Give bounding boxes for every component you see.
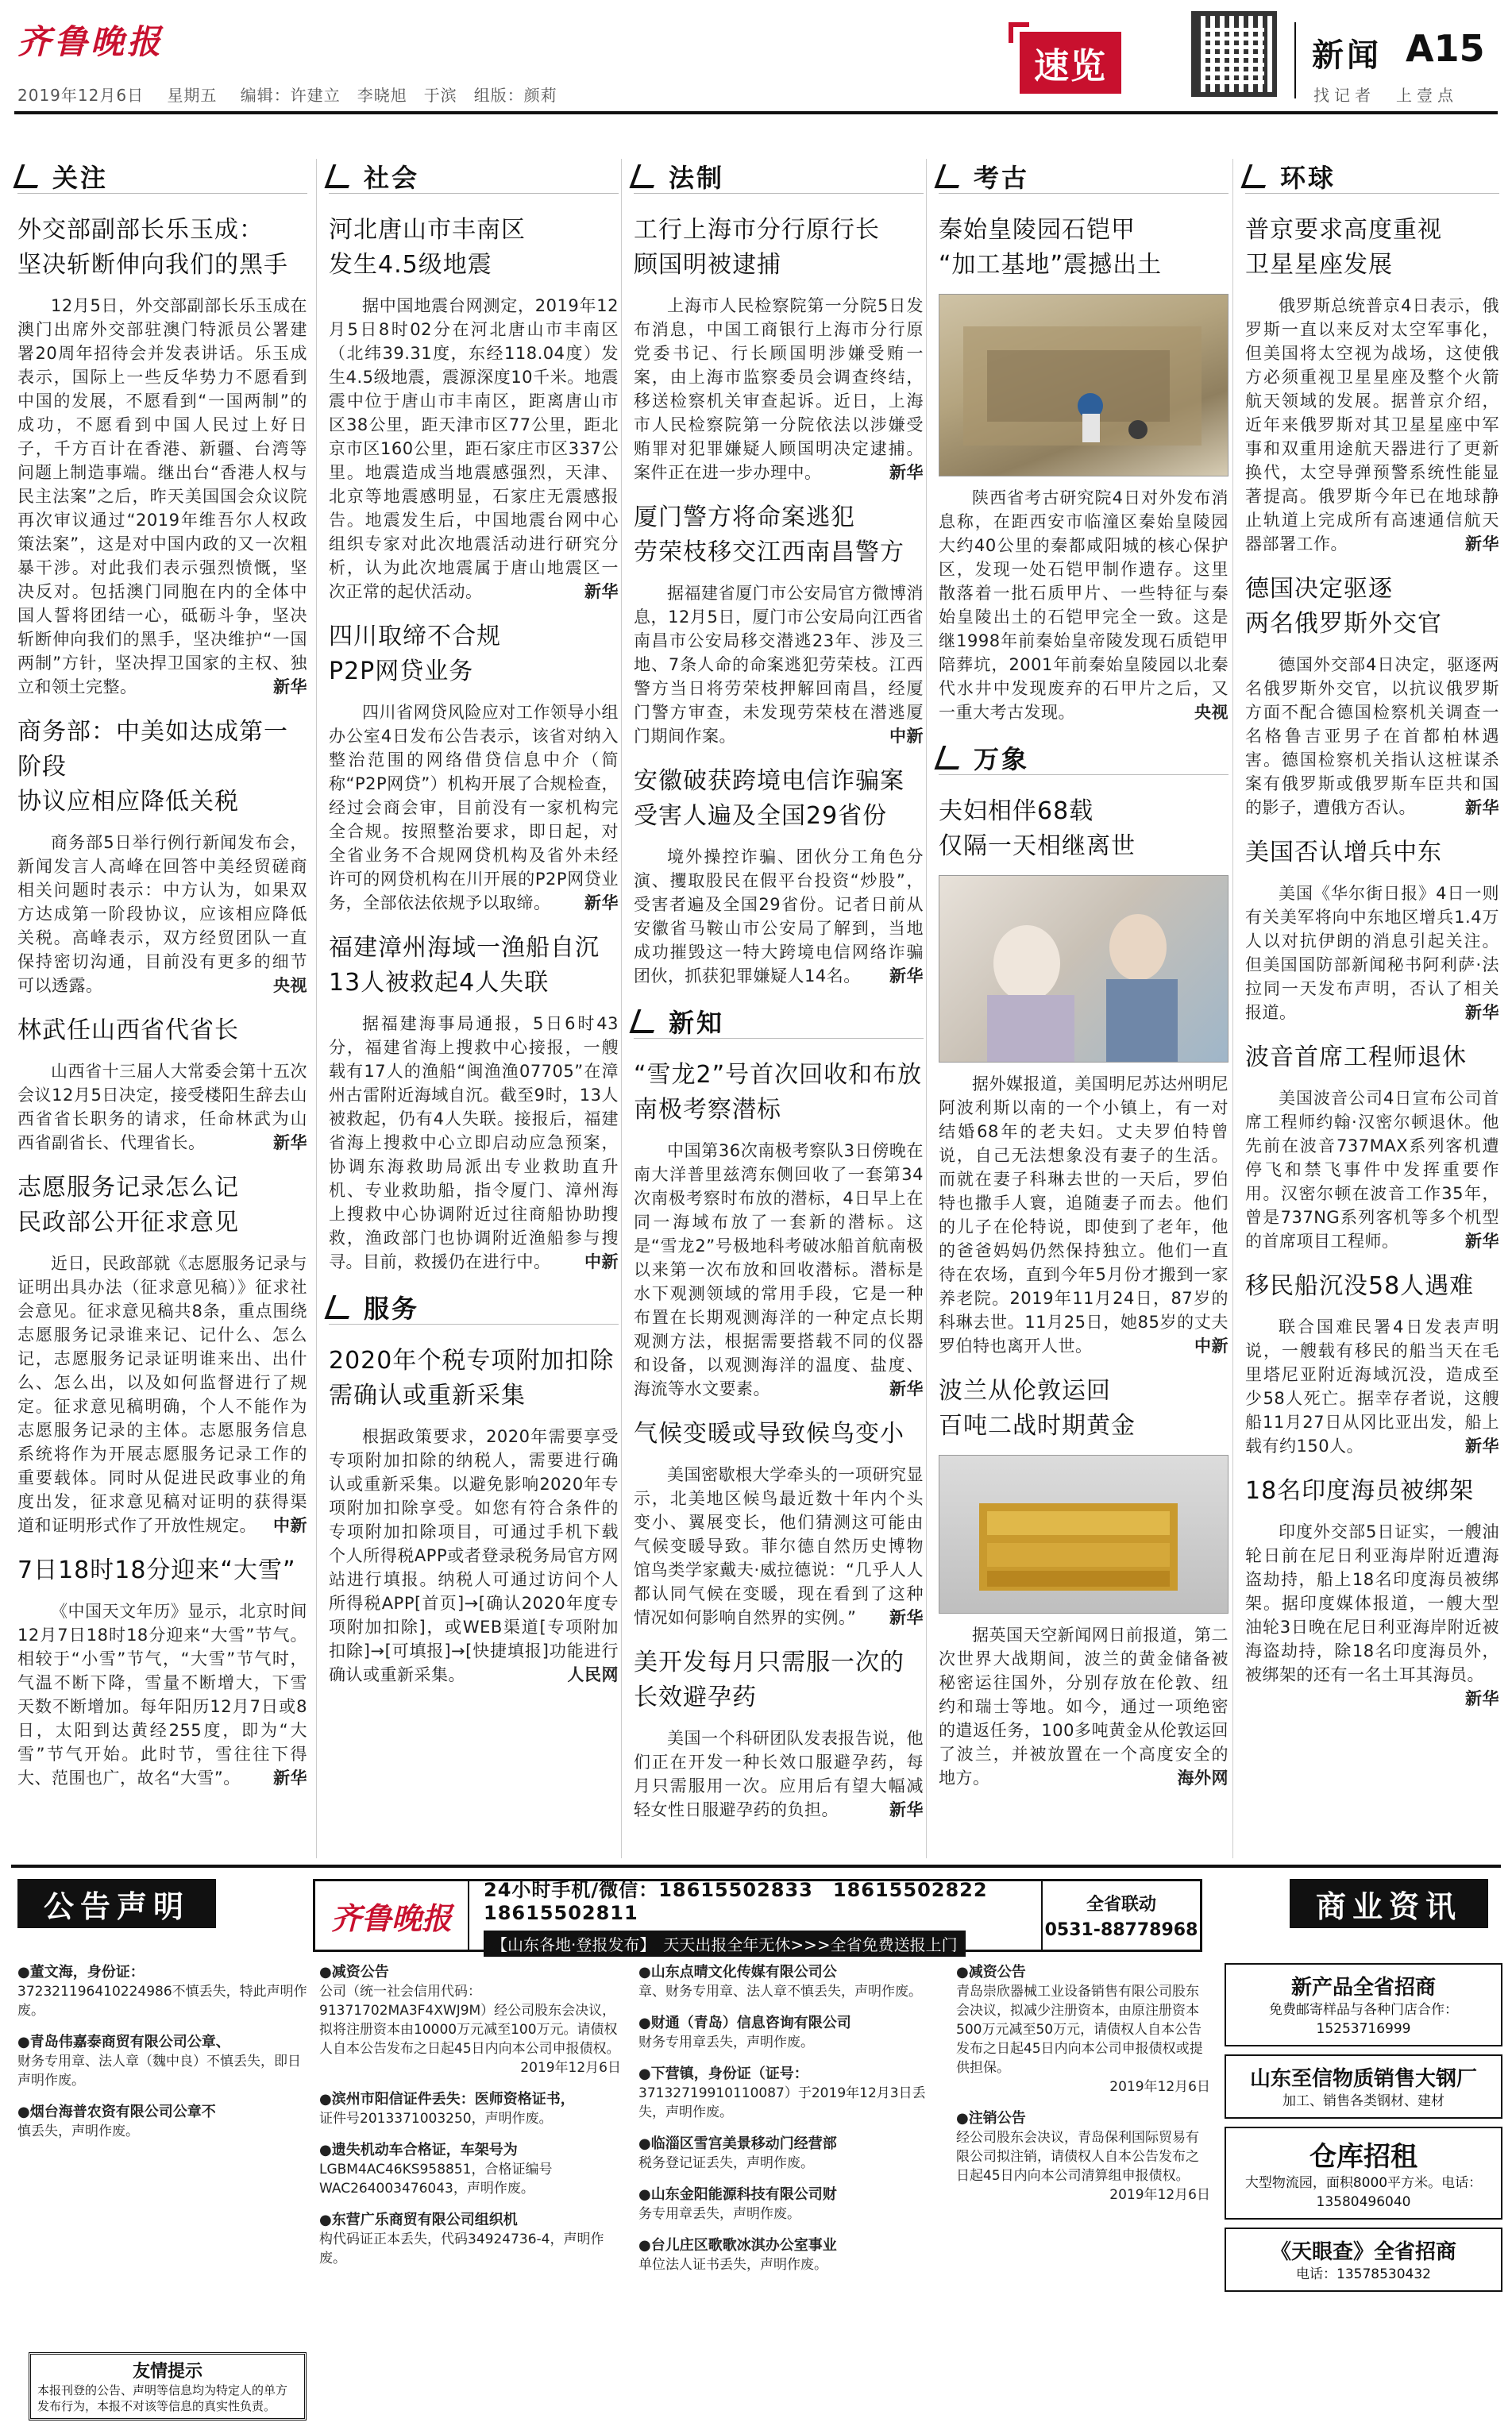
section-mark-icon — [935, 164, 967, 188]
banner-slogan: 【山东各地·登报发布】 天天出报全年无休>>>全省免费送报上门 — [484, 1931, 966, 1957]
article-title[interactable]: 德国决定驱逐 两名俄罗斯外交官 — [1245, 575, 1442, 638]
column-label: 关注 — [17, 159, 307, 194]
excavation-illustration — [939, 295, 1228, 476]
article-source: 中新 — [1194, 1337, 1228, 1356]
article[interactable] — [17, 213, 307, 699]
article-body: 《中国天文年历》显示，北京时间12月7日18时18分迎来“大雪”节气。相较于“小雪”节气，“大雪”节气时，气温不断下降，雪量不断增大，下雪天数不断增加。每年阳历12月7日或8日，太阳到达黄经255度，即为“大雪”节气开始。此时节，雪往往下得大、范围也广，故名“大雪”。 新华 — [17, 1599, 307, 1790]
notice-item: ●减资公告 青岛崇欣器械工业设备销售有限公司股东会决议，拟减少注册资本，由原注册资本500万元减至50万元，请债权人自本公告发布之日起45日内向本公司申报债权或提供担保。 2019年12月6日 — [956, 1964, 1210, 2095]
section-mark-icon — [14, 164, 46, 188]
issue-date: 2019年12月6日 — [17, 86, 145, 105]
column-shehui — [329, 159, 619, 1703]
article-body: 四川省网贷风险应对工作领导小组办公室4日发布公告表示，该省对纳入整治范围的网络借贷信息中介（简称“P2P网贷”）机构开展了合规检查，经过会商会审，目前没有一家机构完全合规。按照整治要求，即日起，对全省业务不合规网贷机构及省外未经许可的网贷机构在川开展的P2P网贷业务，全部依法依规予以取缔。 新华 — [329, 700, 619, 915]
article-source: 新华 — [273, 677, 307, 696]
article-source: 新华 — [584, 893, 619, 912]
notice-item: ●滨州市阳信证件丢失：医师资格证书， 证件号2013371003250，声明作废。 — [319, 2091, 575, 2127]
notice-column — [956, 1963, 1210, 2204]
article[interactable] — [329, 931, 619, 1274]
article-body: 山西省十三届人大常委会第十五次会议12月5日决定，接受楼阳生辞去山西省省长职务的请求，任命林武为山西省副省长、代理省长。 新华 — [17, 1059, 307, 1155]
notice-item: ●减资公告 公司（统一社会信用代码：91371702MA3F4XWJ9M）经公司股东会决议，拟将注册资本由10000万元减至100万元。请债权人自本公告发布之日起45日内向本公司申报债权。 2019年12月6日 — [319, 1964, 621, 2076]
kuailan-label: 速览 — [1020, 32, 1121, 94]
article[interactable] — [634, 1645, 924, 1822]
article-source: 新华 — [273, 1769, 307, 1788]
article-body: 俄罗斯总统普京4日表示，俄罗斯一直以来反对太空军事化，但美国将太空视为战场，这使俄方必须重视卫星星座及整个火箭航天领域的发展。据普京介绍，近年来俄罗斯对其卫星星座中军事和双重用途航天器进行了更新换代，太空导弹预警系统性能显著提高。俄罗斯今年已在地球静止轨道上完成所有高速通信航天器部署工作。 新华 — [1245, 294, 1499, 556]
biz-ad[interactable]: 《天眼查》全省招商 电话：13578530432 — [1225, 2228, 1502, 2292]
section-mark-icon — [1241, 164, 1274, 188]
article-title[interactable]: “雪龙2”号首次回收和布放 南极考察潜标 — [634, 1061, 923, 1124]
masthead-logo: 齐鲁晚报 — [17, 22, 164, 61]
gold-illustration — [939, 1456, 1228, 1614]
article[interactable] — [1245, 1040, 1499, 1253]
column-separator — [621, 159, 622, 1858]
banner-contact: 24小时手机/微信：18615502833 18615502822 18615502811 【山东各地·登报发布】 天天出报全年无休>>>全省免费送报上门 — [469, 1874, 1041, 1957]
section-mark-icon — [325, 1295, 357, 1319]
date-bar — [17, 83, 575, 106]
article-title[interactable]: 移民船沉没58人遇难 — [1245, 1272, 1475, 1300]
column-kaogu — [939, 159, 1228, 1806]
section-title: 新闻 — [1312, 37, 1382, 74]
column-label: 服务 — [329, 1290, 619, 1325]
notice-heading: 公告声明 — [17, 1879, 216, 1928]
article-title[interactable]: 福建漳州海域一渔船自沉 13人被救起4人失联 — [329, 934, 600, 997]
article-title[interactable]: 工行上海市分行原行长 顾国明被逮捕 — [634, 216, 880, 279]
article[interactable] — [17, 1171, 307, 1537]
page-number: A15 — [1406, 27, 1485, 70]
article-source: 中新 — [273, 1516, 307, 1535]
article-title[interactable]: 气候变暖或导致候鸟变小 — [634, 1420, 904, 1448]
notice-item: ●临淄区雪宫美景移动门经营部 税务登记证丢失，声明作废。 — [638, 2135, 837, 2171]
article-source: 新华 — [889, 463, 924, 482]
notice-column — [638, 1963, 940, 2287]
article-source: 新华 — [889, 966, 924, 986]
article-body: 美国波音公司4日宣布公司首席工程师约翰·汉密尔顿退休。他先前在波音737MAX系列客机遭停飞和禁飞事件中发挥重要作用。汉密尔顿在波音工作35年，曾是737NG系列客机等多个机型的首席项目工程师。 新华 — [1245, 1086, 1499, 1253]
column-label: 万象 — [939, 740, 1228, 775]
column-separator — [316, 159, 317, 1858]
article[interactable] — [1245, 213, 1499, 556]
article-source: 新华 — [1465, 1689, 1499, 1708]
article[interactable] — [329, 1344, 619, 1687]
article-source: 海外网 — [1177, 1769, 1228, 1788]
article[interactable] — [939, 794, 1228, 1358]
notice-item: ●东营广乐商贸有限公司组织机 构代码证正本丢失，代码34924736-4，声明作废。 — [319, 2212, 604, 2266]
article-title[interactable]: 2020年个税专项附加扣除 需确认或重新采集 — [329, 1347, 615, 1410]
notice-item: ●遗失机动车合格证，车架号为 LGBM4AC46KS958851，合格证编号WAC264003476043，声明作废。 — [319, 2142, 553, 2197]
editors-line: 编辑：许建立 李晓旭 于滨 组版：颜莉 — [240, 86, 557, 105]
column-label: 考古 — [939, 159, 1228, 194]
article-source: 新华 — [1465, 1232, 1499, 1251]
article-body: 德国外交部4日决定，驱逐两名俄罗斯外交官，以抗议俄罗斯方面不配合德国检察机关调查一名格鲁吉亚男子在首都柏林遇害。德国检察机关指认这桩谋杀案有俄罗斯或俄罗斯车臣共和国的影子，遭俄方否认。 新华 — [1245, 653, 1499, 820]
business-column — [956, 1963, 1210, 2217]
article[interactable] — [329, 213, 619, 604]
section-mark-icon — [935, 746, 967, 770]
column-label: 新知 — [634, 1004, 924, 1039]
article-source: 中新 — [889, 727, 924, 746]
column-fazhi — [634, 159, 924, 1838]
article-source: 新华 — [889, 1608, 924, 1627]
article-body: 境外操控诈骗、团伙分工角色分演、攫取股民在假平台投资“炒股”，受害者遍及全国29省份。记者日前从安徽省马鞍山市公安局了解到，当地成功摧毁这一特大跨境电信网络诈骗团伙，抓获犯罪嫌疑人14名。 新华 — [634, 845, 924, 988]
article-body: 据英国天空新闻网日前报道，第二次世界大战期间，波兰的黄金储备被秘密运往国外，分别存放在伦敦、纽约和瑞士等地。如今，通过一项绝密的遣返任务，100多吨黄金从伦敦运回了波兰，并被放置在一个高度安全的地方。 海外网 — [939, 1623, 1228, 1790]
article-title[interactable]: 7日18时18分迎来“大雪” — [17, 1556, 296, 1584]
article-source: 新华 — [1465, 798, 1499, 817]
reporter-line: 找记者 上壹点 — [1313, 86, 1458, 105]
article-source: 新华 — [1465, 534, 1499, 554]
article[interactable] — [17, 1553, 307, 1790]
article-source: 新华 — [889, 1800, 924, 1819]
article-source: 人民网 — [567, 1665, 619, 1684]
article-title[interactable]: 秦始皇陵园石铠甲 “加工基地”震撼出土 — [939, 216, 1163, 279]
article-source: 中新 — [584, 1252, 619, 1271]
article[interactable] — [939, 1374, 1228, 1790]
article-title[interactable]: 河北唐山市丰南区 发生4.5级地震 — [329, 216, 526, 279]
notice-item: ●青岛伟嘉泰商贸有限公司公章、 财务专用章、法人章（魏中良）不慎丢失，即日声明作废。 — [17, 2034, 301, 2089]
article-source: 央视 — [1194, 703, 1228, 722]
banner-phones[interactable]: 18615502833 18615502822 18615502811 — [484, 1879, 1008, 1924]
article[interactable] — [634, 213, 924, 484]
couple-illustration — [939, 876, 1228, 1063]
article-title[interactable]: 安徽破获跨境电信诈骗案 受害人遍及全国29省份 — [634, 767, 904, 830]
notice-item: ●台儿庄区歌歌冰淇办公室事业 单位法人证书丢失，声明作废。 — [638, 2237, 837, 2273]
article-body: 根据政策要求，2020年需要享受专项附加扣除的纳税人，需要进行确认或重新采集。以避免影响2020年专项附加扣除享受。如您有符合条件的专项附加扣除项目，可通过手机下载个人所得税APP或者登录税务局官方网站进行填报。纳税人可通过访问个人所得税APP[首页]→[确认2020年度专项附加扣除]，或WEB渠道[专项附加扣除]→[可填报]→[快捷填报]功能进行确认或重新采集。 人民网 — [329, 1425, 619, 1687]
article[interactable] — [634, 1058, 924, 1401]
column-label: 环球 — [1245, 159, 1499, 194]
section-mark-icon — [630, 164, 662, 188]
article-title[interactable]: 厦门警方将命案逃犯 劳荣枝移交江西南昌警方 — [634, 503, 904, 566]
header-rule — [14, 111, 1498, 114]
article-body: 上海市人民检察院第一分院5日发布消息，中国工商银行上海市分行原党委书记、行长顾国明涉嫌受贿一案，由上海市监察委员会调查终结，移送检察机关审查起诉。近日，上海市人民检察院第一分院依法以涉嫌受贿罪对犯罪嫌疑人顾国明决定逮捕。案件正在进一步办理中。 新华 — [634, 294, 924, 484]
business-heading: 商业资讯 — [1290, 1879, 1488, 1928]
column-separator — [926, 159, 927, 1858]
article[interactable] — [1245, 572, 1499, 820]
article-body: 据福建海事局通报，5日6时43分，福建省海上搜救中心接报，一艘载有17人的渔船“闽渔渔07705”在漳州古雷附近海域自沉。截至9时，13人被救起，仍有4人失联。接报后，福建省海上搜救中心立即启动应急预案，协调东海救助局派出专业救助直升机、专业救助船，指令厦门、漳州海上搜救中心协调附近过往商船协助搜救，渔政部门也协调附近渔船参与搜寻。目前，救援仍在进行中。 中新 — [329, 1012, 619, 1274]
notice-item: ●下营镇，身份证（证号： 37132719910110087）于2019年12月3日丢失，声明作废。 — [638, 2066, 926, 2120]
issue-weekday: 星期五 — [167, 86, 218, 105]
article[interactable] — [1245, 835, 1499, 1024]
article-title[interactable]: 美国否认增兵中东 — [1245, 839, 1442, 866]
article-body: 美国密歇根大学牵头的一项研究显示，北美地区候鸟最近数十年内个头变小、翼展变长，他们猜测这可能由气候变暖导致。菲尔德自然历史博物馆鸟类学家戴夫·威拉德说：“几乎人人都认同气候在变暖，现在看到了这种情况如何影响自然界的实例。” 新华 — [634, 1463, 924, 1630]
article-title[interactable]: 夫妇相伴68载 仅隔一天相继离世 — [939, 797, 1136, 860]
article-body: 联合国难民署4日发表声明说，一艘载有移民的船当天在毛里塔尼亚附近海域沉没，造成至少58人死亡。据幸存者说，这艘船11月27日从冈比亚出发，船上载有约150人。 新华 — [1245, 1315, 1499, 1458]
notice-item: ●烟台海普农资有限公司公章不 慎丢失，声明作废。 — [17, 2104, 216, 2139]
article[interactable] — [17, 1013, 307, 1155]
article-body: 12月5日，外交部副部长乐玉成在澳门出席外交部驻澳门特派员公署建署20周年招待会并发表讲话。乐玉成表示，国际上一些反华势力不愿看到中国的发展，不愿看到“一国两制”的成功，不愿看到中国人民过上好日子，千方百计在香港、新疆、台湾等问题上制造事端。继出台“香港人权与民主法案”之后，昨天美国国会众议院再次审议通过“2019年维吾尔人权政策法案”，这是对中国内政的又一次粗暴干涉。对此我们表示强烈愤慨，坚决反对。包括澳门同胞在内的全体中国人誓将团结一心，砥砺斗争，坚决斩断伸向我们的黑手，坚决维护“一国两制”方针，坚决捍卫国家的主权、独立和领土完整。 新华 — [17, 294, 307, 699]
article-title[interactable]: 志愿服务记录怎么记 民政部公开征求意见 — [17, 1174, 239, 1236]
article-title[interactable]: 波音首席工程师退休 — [1245, 1043, 1467, 1071]
article[interactable] — [1245, 1474, 1499, 1708]
article-body: 印度外交部5日证实，一艘油轮日前在尼日利亚海岸附近遭海盗劫持，船上18名印度海员被绑架。据印度媒体报道，一艘大型油轮3日晚在尼日利亚海岸附近被海盗劫持，除18名印度海员外，被绑架的还有一名土耳其海员。 新华 — [1245, 1520, 1499, 1687]
biz-ad[interactable]: 新产品全省招商 免费邮寄样品与各种门店合作：15253716999 — [1225, 1963, 1502, 2046]
hotline-number[interactable]: 0531-88778968 — [1044, 1920, 1198, 1940]
banner-hotline: 全省联动 0531-88778968 — [1041, 1881, 1200, 1950]
article-title[interactable]: 普京要求高度重视 卫星星座发展 — [1245, 216, 1442, 279]
article[interactable] — [939, 213, 1228, 724]
notice-item: ●山东点晴文化传媒有限公司公 章、财务专用章、法人章不慎丢失，声明作废。 — [638, 1964, 922, 2000]
qr-code[interactable] — [1191, 11, 1277, 97]
article-body: 美国一个科研团队发表报告说，他们正在开发一种长效口服避孕药，每月只需服用一次。应用后有望大幅减轻女性日服避孕药的负担。 新华 — [634, 1726, 924, 1822]
kuailan-badge — [1009, 14, 1128, 102]
article-body: 据福建省厦门市公安局官方微博消息，12月5日，厦门市公安局向江西省南昌市公安局移交潜逃23年、涉及三地、7条人命的命案逃犯劳荣枝。江西警方当日将劳荣枝押解回南昌，经厦门警方审查，未发现劳荣枝在潜逃厦门期间作案。 中新 — [634, 581, 924, 748]
article-source: 新华 — [1465, 1003, 1499, 1022]
notice-column — [319, 1963, 621, 2281]
article-title[interactable]: 美开发每月只需服一次的 长效避孕药 — [634, 1649, 904, 1711]
section-mark-icon — [325, 164, 357, 188]
column-label: 法制 — [634, 159, 924, 194]
article-body: 据中国地震台网测定，2019年12月5日8时02分在河北唐山市丰南区（北纬39.31度，东经118.04度）发生4.5级地震，震源深度10千米。地震震中位于唐山市丰南区，距离唐山市区38公里，距天津市区77公里，距北京市区160公里，距石家庄市区337公里。地震造成当地震感强烈，天津、北京等地震感明显，石家庄无震感报告。地震发生后，中国地震台网中心组织专家对此次地震活动进行研究分析，认为此次地震属于唐山地震区一次正常的起伏活动。 新华 — [329, 294, 619, 604]
biz-ad[interactable]: 仓库招租 大型物流园，面积8000平方米。电话：13580496040 — [1225, 2127, 1502, 2220]
article-title[interactable]: 商务部：中美如达成第一阶段 协议应相应降低关税 — [17, 718, 288, 816]
article-title[interactable]: 波兰从伦敦运回 百吨二战时期黄金 — [939, 1377, 1136, 1440]
article[interactable] — [1245, 1269, 1499, 1458]
article-source: 新华 — [1465, 1437, 1499, 1456]
article-source: 新华 — [889, 1379, 924, 1398]
article-title[interactable]: 外交部副部长乐玉成： 坚决斩断伸向我们的黑手 — [17, 216, 288, 279]
advertisement-band — [11, 1865, 1501, 2420]
article[interactable] — [17, 715, 307, 997]
article-title[interactable]: 林武任山西省代省长 — [17, 1016, 239, 1044]
article[interactable] — [634, 764, 924, 988]
article-source: 央视 — [273, 976, 307, 995]
article[interactable] — [329, 619, 619, 915]
article-source: 新华 — [273, 1133, 307, 1152]
friendly-tip: 友情提示 本报刊登的公告、声明等信息均为特定人的单方发布行为，本报不对该等信息的真实性负责。 — [29, 2352, 307, 2420]
notice-item: ●注销公告 经公司股东会决议，青岛保利国际贸易有限公司拟注销，请债权人自本公告发布之日起45日内向本公司清算组申报债权。 2019年12月6日 — [956, 2110, 1210, 2203]
article-body: 商务部5日举行例行新闻发布会，新闻发言人高峰在回答中美经贸磋商相关问题时表示：中方认为，如果双方达成第一阶段协议，应该相应降低关税。高峰表示，双方经贸团队一直保持密切沟通，目前没有更多的细节可以透露。 央视 — [17, 831, 307, 997]
article-body: 近日，民政部就《志愿服务记录与证明出具办法（征求意见稿）》征求社会意见。征求意见稿共8条，重点围绕志愿服务记录谁来记、记什么、怎么记，志愿服务记录证明谁来出、出什么、怎么出，以及如何监督进行了规定。征求意见稿明确，个人不能作为志愿服务记录的主体。志愿服务信息系统将作为开展志愿服务记录工作的重要载体。同时从促进民政事业的角度出发，征求意见稿对证明的获得渠道和证明形式作了开放性规定。 中新 — [17, 1252, 307, 1537]
notice-column — [17, 1963, 311, 2154]
article-body: 中国第36次南极考察队3日傍晚在南大洋普里兹湾东侧回收了一套第34次南极考察时布放的潜标，4日早上在同一海域布放了一套新的潜标。这是“雪龙2”号极地科考破冰船首航南极以来第一次布放和回收潜标。潜标是水下观测领域的常用手段，它是一种布置在长期观测海洋的一种定点长期观测方法，根据需要搭载不同的仪器和设备，以观测海洋的温度、盐度、海流等水文要素。 新华 — [634, 1139, 924, 1401]
article-source: 新华 — [584, 582, 619, 601]
notice-item: ●董文海，身份证： 372321196410224986不慎丢失，特此声明作废。 — [17, 1964, 307, 2019]
biz-ad[interactable]: 山东至信物质销售大钢厂 加工、销售各类钢材、建材 — [1225, 2054, 1502, 2119]
gold-bars-photo — [939, 1455, 1228, 1614]
section-mark-icon — [630, 1009, 662, 1033]
article-body: 陕西省考古研究院4日对外发布消息称，在距西安市临潼区秦始皇陵园大约40公里的秦都咸阳城的核心保护区，发现一处石铠甲制作遗存。这里散落着一批石质甲片、一些特征与秦始皇陵出土的石铠甲完全一致。这是继1998年前秦始皇帝陵发现石质铠甲陪葬坑，2001年前秦始皇陵园以北秦代水井中发现废弃的石甲片之后，又一重大考古发现。 央视 — [939, 486, 1228, 724]
article[interactable] — [634, 1417, 924, 1630]
excavation-photo — [939, 294, 1228, 476]
banner-logo: 齐鲁晚报 — [315, 1881, 469, 1950]
header-divider — [1294, 22, 1296, 98]
elderly-couple-photo — [939, 875, 1228, 1063]
article-body: 据外媒报道，美国明尼苏达州明尼阿波利斯以南的一个小镇上，有一对结婚68年的老夫妇。丈夫罗伯特曾说，自己无法想象没有妻子的生活。而就在妻子科琳去世的一天后，罗伯特也撒手人寰，追随妻子而去。他们的儿子在伦特说，即使到了老年，他的爸爸妈妈仍然保持独立。他们一直待在农场，直到今年5月份才搬到一家养老院。2019年11月24日，87岁的科琳去世。11月25日，她85岁的丈夫罗伯特也离开人世。 中新 — [939, 1072, 1228, 1358]
column-guanzhu — [17, 159, 307, 1806]
column-label: 社会 — [329, 159, 619, 194]
column-separator — [1232, 159, 1233, 1858]
classified-banner[interactable] — [313, 1879, 1202, 1952]
article[interactable] — [634, 500, 924, 748]
article-title[interactable]: 四川取缔不合规 P2P网贷业务 — [329, 623, 501, 685]
business-ads — [1225, 1963, 1502, 2300]
article-body: 美国《华尔街日报》4日一则有关美军将向中东地区增兵1.4万人以对抗伊朗的消息引起关注。但美国国防部新闻秘书阿利萨·法拉同一天发布声明，否认了相关报道。 新华 — [1245, 881, 1499, 1024]
column-huanqiu — [1245, 159, 1499, 1711]
notice-item: ●山东金阳能源科技有限公司财 务专用章丢失，声明作废。 — [638, 2186, 837, 2222]
article-title[interactable]: 18名印度海员被绑架 — [1245, 1477, 1475, 1505]
notice-item: ●财通（青岛）信息咨询有限公司 财务专用章丢失，声明作废。 — [638, 2015, 851, 2050]
